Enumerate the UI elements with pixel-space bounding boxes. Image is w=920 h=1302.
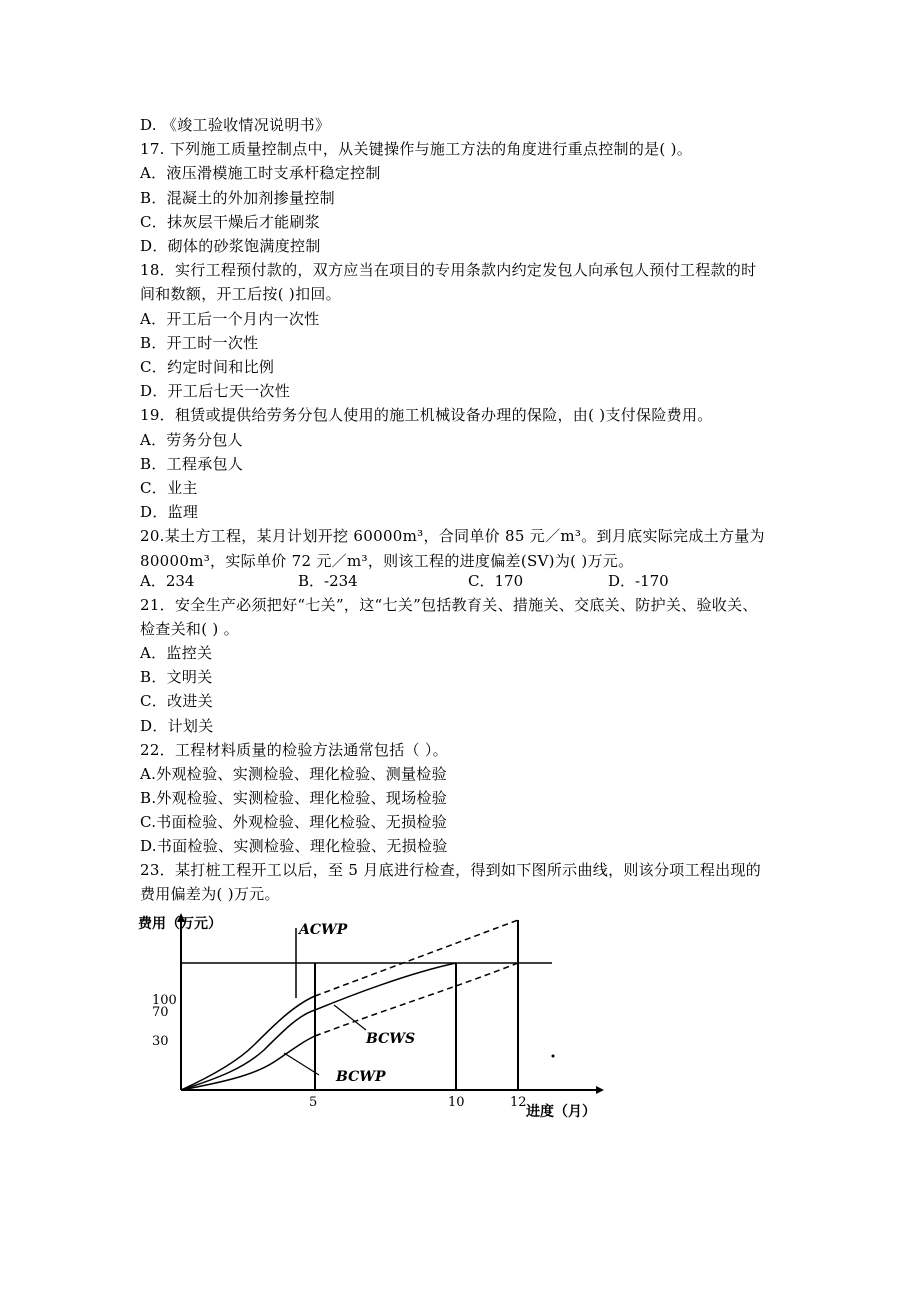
lines-line: D．砌体的砂浆饱满度控制 <box>140 237 321 255</box>
lines-line: D．监理 <box>140 503 199 522</box>
lines-line: C．抹灰层干燥后才能刷浆 <box>140 212 321 231</box>
bcws-leader <box>334 1005 366 1030</box>
lines2-line: A.外观检验、实测检验、理化检验、测量检验 <box>140 764 447 783</box>
lines-line: B．开工时一次性 <box>140 333 259 352</box>
lines2-line: 21．安全生产必须把好“七关”，这“七关”包括教育关、措施关、交底关、防护关、验收关、 <box>140 596 758 614</box>
bcwp-curve <box>181 1036 315 1090</box>
lines-line: A．劳务分包人 <box>140 430 243 449</box>
y-tick-30: 30 <box>152 1034 169 1049</box>
lines2-line: 检查关和( ) 。 <box>140 620 239 639</box>
lines-line: 80000m³，实际单价 72 元／m³，则该工程的进度偏差(SV)为( )万元。 <box>140 551 634 570</box>
lines2-line: A．监控关 <box>140 644 213 663</box>
q20-option-b: B．-234 <box>298 572 358 590</box>
lines2-line: B．文明关 <box>140 668 213 687</box>
lines-line: A．液压滑模施工时支承杆稳定控制 <box>140 164 381 183</box>
lines-line: 19．租赁或提供给劳务分包人使用的施工机械设备办理的保险，由( )支付保险费用。 <box>140 406 713 425</box>
lines2-line: 费用偏差为( )万元。 <box>140 885 280 904</box>
x-tick-12: 12 <box>510 1095 527 1110</box>
lines-line: B．工程承包人 <box>140 454 244 473</box>
lines-line: 间和数额，开工后按( )扣回。 <box>140 285 341 304</box>
lines2-line: D.书面检验、实测检验、理化检验、无损检验 <box>140 837 448 855</box>
y-axis-label: 费用（万元） <box>138 916 222 932</box>
x-axis-arrow <box>596 1086 604 1094</box>
x-axis-label: 进度（月） <box>526 1104 596 1120</box>
lines2-line: 22．工程材料质量的检验方法通常包括（ ）。 <box>140 740 448 759</box>
lines2-line: B.外观检验、实测检验、理化检验、现场检验 <box>140 788 448 807</box>
x-tick-10: 10 <box>448 1095 465 1110</box>
bcws-label: BCWS <box>366 1031 416 1047</box>
bcwp-leader <box>284 1053 319 1075</box>
q20-option-a: A．234 <box>140 572 195 590</box>
lines2-line: C.书面检验、外观检验、理化检验、无损检验 <box>140 812 448 831</box>
lines-line: C．约定时间和比例 <box>140 358 275 376</box>
lines-line: B．混凝土的外加剂掺量控制 <box>140 188 335 207</box>
y-tick-100: 100 <box>152 993 177 1008</box>
stray-dot <box>552 1055 555 1058</box>
lines2-line: C．改进关 <box>140 692 213 711</box>
q20-option-d: D．-170 <box>608 572 669 590</box>
x-tick-5: 5 <box>309 1095 318 1110</box>
lines-line: D．开工后七天一次性 <box>140 382 291 401</box>
lines-line: 20.某土方工程，某月计划开挖 60000m³，合同单价 85 元／m³。到月底实际完成土方量为 <box>140 527 765 546</box>
lines-line: 17. 下列施工质量控制点中，从关键操作与施工方法的角度进行重点控制的是( )。 <box>140 140 693 159</box>
acwp-curve <box>181 996 315 1090</box>
bcwp-label: BCWP <box>336 1069 386 1085</box>
y-tick-70: 70 <box>152 1005 169 1020</box>
lines-line: 18．实行工程预付款的，双方应当在项目的专用条款内约定发包人向承包人预付工程款的时 <box>140 261 757 280</box>
lines-line: C．业主 <box>140 479 198 497</box>
bcws-curve <box>181 963 456 1090</box>
acwp-label: ACWP <box>299 922 348 938</box>
lines2-line: D．计划关 <box>140 716 214 735</box>
lines2-line: 23．某打桩工程开工以后，至 5 月底进行检查，得到如下图所示曲线，则该分项工程出现的 <box>140 861 762 880</box>
lines-line: D. 《竣工验收情况说明书》 <box>140 116 331 134</box>
q20-option-c: C．170 <box>468 572 524 590</box>
cost-progress-chart <box>134 910 634 1125</box>
lines-line: A．开工后一个月内一次性 <box>140 309 320 328</box>
